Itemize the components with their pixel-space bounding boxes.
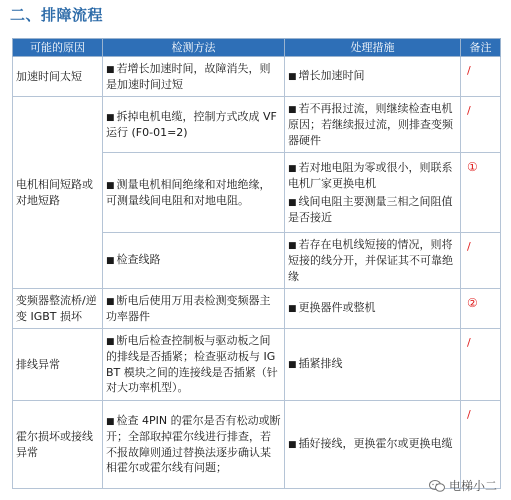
table-row: [13, 57, 501, 97]
table-row: [13, 289, 501, 329]
bullet-icon: ■: [288, 440, 297, 451]
method-cell: ■ 断电后检查控制板与驱动板之间的排线是否插紧；检查驱动板与 IGBT 模块之间的连接线是否插紧（针对大功率机型）。: [103, 329, 285, 401]
chat-bubble-icon: [429, 479, 445, 493]
method-cell: ■ 测量电机相间绝缘和对地绝缘，可测量线间电阻和对地电阻。: [103, 153, 285, 233]
note-cell: ②: [461, 289, 501, 329]
bullet-icon: ■: [106, 336, 115, 347]
action-cell: ■ 插好接线，更换霍尔或更换电缆: [285, 401, 461, 489]
note-cell: /: [461, 233, 501, 289]
bullet-icon: ■: [288, 304, 297, 315]
bullet-icon: ■: [288, 360, 297, 371]
bullet-icon: ■: [106, 296, 115, 307]
bullet-icon: ■: [106, 256, 115, 267]
note-cell: /: [461, 401, 501, 489]
action-cell: ■ 增长加速时间: [285, 57, 461, 97]
watermark-label: 电梯小二: [448, 479, 497, 493]
cause-cell: 霍尔损坏或接线异常: [13, 401, 103, 489]
bullet-icon: ■: [288, 163, 297, 174]
column-header-note: 备注: [461, 39, 501, 57]
method-cell: ■ 拆掉电机电缆，控制方式改成 VF 运行 (F0-01=2): [103, 97, 285, 153]
bullet-icon: ■: [106, 112, 115, 123]
bullet-icon: ■: [288, 240, 297, 251]
cause-cell: 排线异常: [13, 329, 103, 401]
action-cell: ■ 插紧排线: [285, 329, 461, 401]
note-cell: /: [461, 97, 501, 153]
section-heading: 二、排障流程: [10, 6, 104, 24]
action-cell: ■ 若对地电阻为零或很小，则联系电机厂家更换电机 ■ 线间电阻主要测量三相之间阻值是否接近: [285, 153, 461, 233]
bullet-icon: ■: [106, 64, 115, 75]
troubleshooting-table: [12, 38, 501, 489]
bullet-icon: ■: [288, 72, 297, 83]
table-row: [13, 329, 501, 401]
watermark: [429, 477, 497, 494]
table-row: [13, 97, 501, 153]
column-header-cause: 可能的原因: [13, 39, 103, 57]
cause-cell: 电机相间短路或对地短路: [13, 97, 103, 289]
action-cell: ■ 若存在电机线短接的情况，则将短接的线分开，并保证其不可靠绝缘: [285, 233, 461, 289]
bullet-icon: ■: [106, 416, 115, 427]
method-cell: ■ 检查线路: [103, 233, 285, 289]
bullet-icon: ■: [288, 197, 297, 208]
table-header-row: [13, 39, 501, 57]
action-cell: ■ 若不再报过流，则继续检查电机原因；若继续报过流，则排查变频器硬件: [285, 97, 461, 153]
bullet-icon: ■: [106, 180, 115, 191]
note-cell: /: [461, 57, 501, 97]
column-header-method: 检测方法: [103, 39, 285, 57]
table-row: [13, 401, 501, 489]
method-cell: ■ 断电后使用万用表检测变频器主功率器件: [103, 289, 285, 329]
action-cell: ■ 更换器件或整机: [285, 289, 461, 329]
column-header-action: 处理措施: [285, 39, 461, 57]
note-cell: /: [461, 329, 501, 401]
note-cell: ①: [461, 153, 501, 233]
method-cell: ■ 若增长加速时间，故障消失，则是加速时间过短: [103, 57, 285, 97]
method-cell: ■ 检查 4PIN 的霍尔是否有松动或断开；全部取掉霍尔线进行排查，若不报故障则通过替换法逐步确认某相霍尔或霍尔线有问题；: [103, 401, 285, 489]
bullet-icon: ■: [288, 104, 297, 115]
cause-cell: 加速时间太短: [13, 57, 103, 97]
cause-cell: 变频器整流桥/逆变 IGBT 损坏: [13, 289, 103, 329]
